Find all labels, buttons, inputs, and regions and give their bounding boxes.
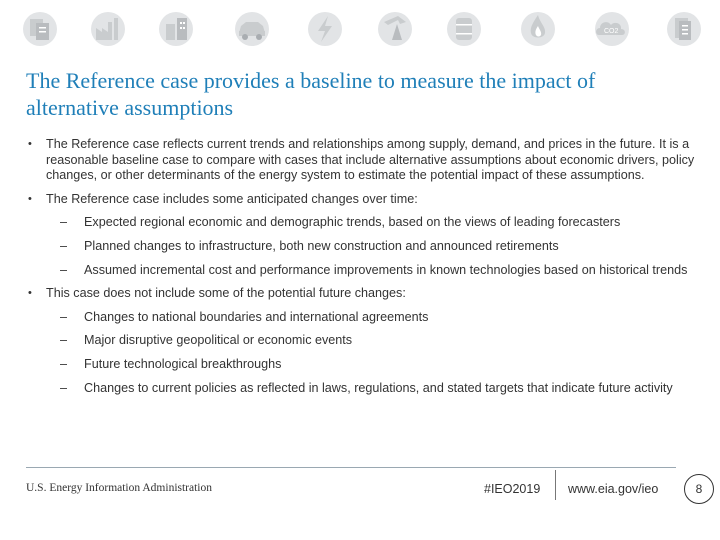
oil-barrel-icon — [447, 12, 481, 46]
oil-derrick-icon — [378, 12, 412, 46]
sub-bullet-mark: – — [60, 215, 68, 230]
sub-bullet-item — [28, 263, 696, 279]
sub-bullet-item — [28, 215, 696, 231]
slide-title: The Reference case provides a baseline to measure the impact of alternative assumptions — [26, 68, 596, 120]
sub-bullet-mark: – — [60, 238, 68, 253]
bullet-text: The Reference case reflects current trends and relationships among supply, demand, and prices in the future. It is a reasonable baseline case to compare with cases that include alternative assumptions about economic drivers, policy changes, or other determinants of the energy system to estimate the potential impact of these assumptions. — [46, 137, 695, 183]
report-icon — [667, 12, 701, 46]
sub-bullet-mark: – — [60, 262, 68, 277]
sub-bullet-item — [28, 239, 696, 255]
car-icon — [235, 12, 269, 46]
bullet-item — [28, 137, 696, 184]
sub-bullet-mark: – — [60, 380, 68, 395]
sub-bullet-text: Assumed incremental cost and performance improvements in known technologies based on historical trends — [84, 262, 688, 277]
sub-bullet-item — [28, 333, 696, 349]
sub-bullet-text: Changes to national boundaries and international agreements — [84, 309, 429, 324]
gas-flame-icon — [521, 12, 555, 46]
slide-body — [28, 137, 696, 404]
sub-bullet-item — [28, 357, 696, 373]
footer-separator — [555, 470, 556, 500]
svg-text:CO2: CO2 — [604, 28, 619, 35]
sub-bullet-item — [28, 381, 696, 397]
industry-icon — [91, 12, 125, 46]
header-icon-band — [0, 0, 720, 60]
sub-bullet-text: Future technological breakthroughs — [84, 356, 282, 371]
footer-hashtag: #IEO2019 — [484, 482, 541, 496]
sub-bullet-text: Major disruptive geopolitical or economic events — [84, 333, 353, 348]
bullet-text: The Reference case includes some anticipated changes over time: — [46, 191, 418, 206]
sub-bullet-mark: – — [60, 309, 68, 324]
sub-bullet-mark: – — [60, 356, 68, 371]
bullet-text: This case does not include some of the potential future changes: — [46, 286, 406, 301]
co2-cloud-icon — [595, 12, 629, 46]
footer-url[interactable]: www.eia.gov/ieo — [568, 482, 659, 496]
sub-bullet-item — [28, 310, 696, 326]
bullet-mark: • — [28, 138, 32, 150]
bullet-mark: • — [28, 287, 32, 300]
buildings-icon — [159, 12, 193, 46]
sub-bullet-mark: – — [60, 333, 68, 348]
sub-bullet-text: Expected regional economic and demographic trends, based on the views of leading forecasters — [84, 215, 621, 230]
lightning-icon — [308, 12, 342, 46]
documents-icon — [23, 12, 57, 46]
sub-bullet-text: Planned changes to infrastructure, both new construction and announced retirements — [84, 238, 559, 253]
page-number: 8 — [684, 474, 714, 504]
footer-divider-line — [26, 467, 676, 468]
bullet-mark: • — [28, 192, 32, 205]
sub-bullet-text: Changes to current policies as reflected in laws, regulations, and stated targets that indicate future activity — [84, 380, 673, 395]
bullet-item — [28, 192, 696, 208]
footer-organization: U.S. Energy Information Administration — [26, 482, 213, 494]
bullet-item — [28, 286, 696, 302]
